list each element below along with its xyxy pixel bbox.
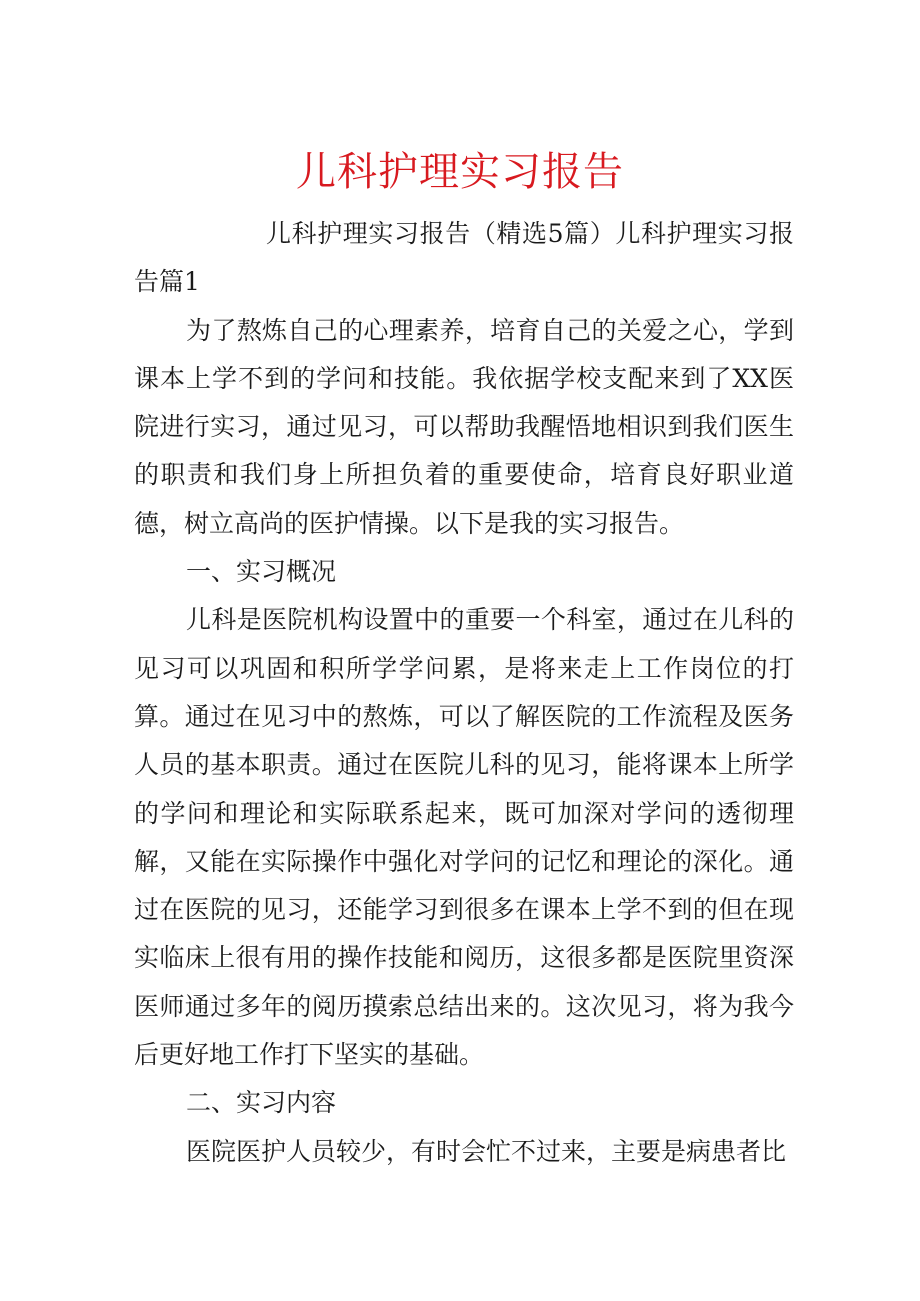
section-heading-overview: 一、实习概况 [186, 557, 337, 587]
section-heading-content: 二、实习内容 [186, 1088, 337, 1118]
paragraph-intro: 为了熬炼自己的心理素养，培育自己的关爱之心，学到课本上学不到的学问和技能。我依据学校支配来到了XX医院进行实习，通过见习，可以帮助我醒悟地相识到我们医生的职责和我们身上所担负着的重要使命，培育良好职业道德，树立高尚的医护情操。以下是我的实习报告。 [134, 315, 794, 538]
document-subtitle: 儿科护理实习报告（精选5篇）儿科护理实习报告篇1 [134, 219, 794, 297]
document-title: 儿科护理实习报告 [296, 149, 624, 195]
paragraph-content: 医院医护人员较少，有时会忙不过来，主要是病患者比 [186, 1136, 787, 1166]
document-body [134, 210, 794, 1176]
paragraph-overview: 儿科是医院机构设置中的重要一个科室，通过在儿科的见习可以巩固和积所学学问累，是将来走上工作岗位的打算。通过在见习中的熬炼，可以了解医院的工作流程及医务人员的基本职责。通过在医院儿科的见习，能将课本上所学的学问和理论和实际联系起来，既可加深对学问的透彻理解，又能在实际操作中强化对学问的记忆和理论的深化。通过在医院的见习，还能学习到很多在课本上学不到的但在现实临床上很有用的操作技能和阅历，这很多都是医院里资深医师通过多年的阅历摸索总结出来的。这次见习，将为我今后更好地工作打下坚实的基础。 [134, 605, 794, 1070]
